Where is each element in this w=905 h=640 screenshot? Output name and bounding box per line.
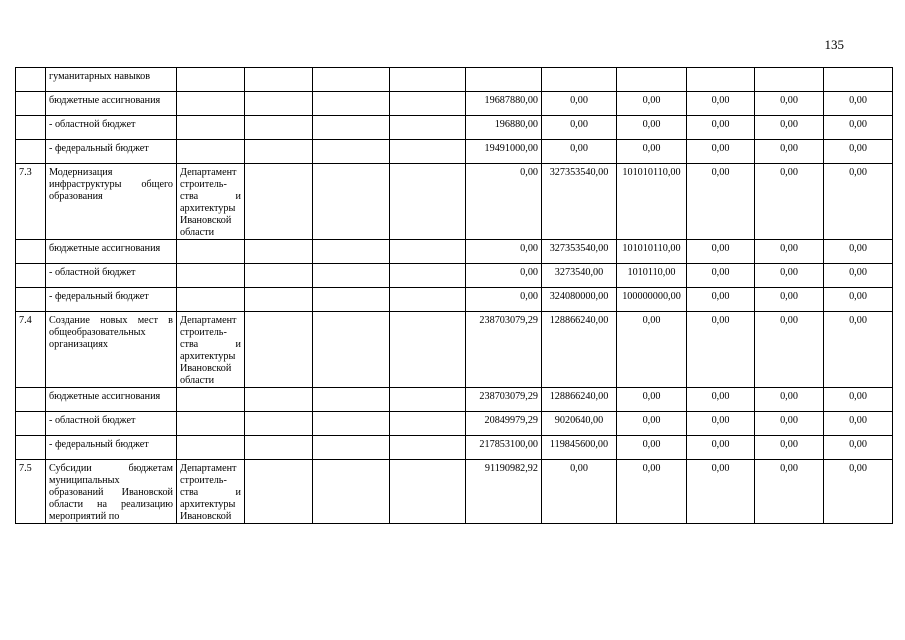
row-number-cell: 7.3: [16, 164, 46, 240]
amount-cell: 0,00: [542, 140, 617, 164]
executor-cell: [177, 68, 245, 92]
table-row: [16, 288, 893, 312]
empty-cell: [245, 140, 313, 164]
executor-cell: [177, 288, 245, 312]
empty-cell: [245, 460, 313, 524]
event-name-cell: - областной бюджет: [46, 116, 177, 140]
amount-cell: 0,00: [466, 240, 542, 264]
table-row: [16, 436, 893, 460]
amount-cell: [755, 68, 824, 92]
empty-cell: [313, 412, 390, 436]
amount-cell: 100000000,00: [617, 288, 687, 312]
empty-cell: [313, 388, 390, 412]
amount-cell: 0,00: [617, 460, 687, 524]
empty-cell: [313, 68, 390, 92]
event-name-cell: - федеральный бюджет: [46, 436, 177, 460]
amount-cell: 327353540,00: [542, 240, 617, 264]
amount-cell: 0,00: [824, 92, 893, 116]
empty-cell: [313, 116, 390, 140]
amount-cell: 3273540,00: [542, 264, 617, 288]
event-name-cell: бюджетные ассигнования: [46, 92, 177, 116]
amount-cell: 0,00: [824, 460, 893, 524]
empty-cell: [313, 436, 390, 460]
executor-cell: [177, 140, 245, 164]
amount-cell: 0,00: [824, 288, 893, 312]
amount-cell: 0,00: [824, 436, 893, 460]
amount-cell: 0,00: [824, 116, 893, 140]
row-number-cell: [16, 116, 46, 140]
event-name-cell: Субсидии бюджетам муниципальных образований Ивановской области на реализацию мероприятий по: [46, 460, 177, 524]
amount-cell: 0,00: [542, 116, 617, 140]
amount-cell: 0,00: [466, 288, 542, 312]
empty-cell: [313, 164, 390, 240]
empty-cell: [390, 140, 466, 164]
table-row: [16, 68, 893, 92]
table-row: [16, 140, 893, 164]
empty-cell: [390, 436, 466, 460]
empty-cell: [245, 116, 313, 140]
amount-cell: 0,00: [755, 436, 824, 460]
amount-cell: 217853100,00: [466, 436, 542, 460]
amount-cell: 0,00: [466, 264, 542, 288]
amount-cell: 324080000,00: [542, 288, 617, 312]
amount-cell: [824, 68, 893, 92]
amount-cell: 0,00: [617, 412, 687, 436]
amount-cell: 0,00: [824, 264, 893, 288]
row-number-cell: [16, 240, 46, 264]
amount-cell: 0,00: [617, 116, 687, 140]
empty-cell: [245, 412, 313, 436]
executor-cell: [177, 116, 245, 140]
empty-cell: [390, 92, 466, 116]
empty-cell: [390, 388, 466, 412]
empty-cell: [390, 240, 466, 264]
empty-cell: [245, 312, 313, 388]
page-number: 135: [824, 37, 844, 52]
amount-cell: 0,00: [687, 460, 755, 524]
amount-cell: 0,00: [824, 164, 893, 240]
amount-cell: 0,00: [687, 240, 755, 264]
table-row: [16, 92, 893, 116]
amount-cell: 0,00: [824, 312, 893, 388]
amount-cell: 0,00: [755, 92, 824, 116]
amount-cell: 9020640,00: [542, 412, 617, 436]
table-row: [16, 388, 893, 412]
row-number-cell: [16, 388, 46, 412]
amount-cell: 0,00: [687, 312, 755, 388]
amount-cell: 0,00: [755, 460, 824, 524]
empty-cell: [313, 92, 390, 116]
empty-cell: [390, 68, 466, 92]
amount-cell: 0,00: [687, 92, 755, 116]
amount-cell: 19687880,00: [466, 92, 542, 116]
empty-cell: [245, 264, 313, 288]
amount-cell: 101010110,00: [617, 240, 687, 264]
event-name-cell: - федеральный бюджет: [46, 140, 177, 164]
amount-cell: 196880,00: [466, 116, 542, 140]
empty-cell: [390, 164, 466, 240]
amount-cell: 0,00: [687, 412, 755, 436]
empty-cell: [390, 116, 466, 140]
amount-cell: 91190982,92: [466, 460, 542, 524]
executor-cell: Департамент строитель-ства и архитектуры Ивановской области: [177, 164, 245, 240]
amount-cell: 1010110,00: [617, 264, 687, 288]
amount-cell: 0,00: [755, 116, 824, 140]
row-number-cell: [16, 68, 46, 92]
amount-cell: 0,00: [617, 388, 687, 412]
table-row: [16, 264, 893, 288]
row-number-cell: [16, 436, 46, 460]
amount-cell: [687, 68, 755, 92]
amount-cell: 0,00: [755, 240, 824, 264]
executor-cell: [177, 436, 245, 460]
amount-cell: 19491000,00: [466, 140, 542, 164]
amount-cell: 0,00: [824, 240, 893, 264]
empty-cell: [390, 288, 466, 312]
empty-cell: [313, 140, 390, 164]
table-row: [16, 116, 893, 140]
event-name-cell: - федеральный бюджет: [46, 288, 177, 312]
row-number-cell: 7.4: [16, 312, 46, 388]
table-row: [16, 240, 893, 264]
amount-cell: 0,00: [755, 412, 824, 436]
executor-cell: [177, 240, 245, 264]
empty-cell: [313, 288, 390, 312]
amount-cell: 0,00: [687, 116, 755, 140]
table-row: [16, 412, 893, 436]
empty-cell: [390, 460, 466, 524]
table-body: [16, 68, 893, 524]
amount-cell: 0,00: [687, 140, 755, 164]
amount-cell: 0,00: [824, 140, 893, 164]
amount-cell: 0,00: [617, 140, 687, 164]
amount-cell: 0,00: [824, 388, 893, 412]
amount-cell: 0,00: [755, 388, 824, 412]
empty-cell: [390, 412, 466, 436]
amount-cell: 0,00: [687, 288, 755, 312]
amount-cell: 0,00: [824, 412, 893, 436]
amount-cell: 0,00: [466, 164, 542, 240]
amount-cell: 0,00: [687, 164, 755, 240]
empty-cell: [245, 288, 313, 312]
amount-cell: 0,00: [617, 312, 687, 388]
amount-cell: 128866240,00: [542, 388, 617, 412]
event-name-cell: - областной бюджет: [46, 264, 177, 288]
amount-cell: 238703079,29: [466, 388, 542, 412]
executor-cell: [177, 388, 245, 412]
amount-cell: 0,00: [755, 164, 824, 240]
empty-cell: [245, 68, 313, 92]
amount-cell: 0,00: [617, 92, 687, 116]
amount-cell: 0,00: [542, 92, 617, 116]
empty-cell: [313, 460, 390, 524]
executor-cell: [177, 412, 245, 436]
amount-cell: 101010110,00: [617, 164, 687, 240]
row-number-cell: [16, 92, 46, 116]
event-name-cell: - областной бюджет: [46, 412, 177, 436]
amount-cell: 119845600,00: [542, 436, 617, 460]
event-name-cell: Модернизация инфраструктуры общего образования: [46, 164, 177, 240]
amount-cell: 0,00: [687, 388, 755, 412]
executor-cell: [177, 92, 245, 116]
row-number-cell: [16, 288, 46, 312]
empty-cell: [313, 240, 390, 264]
empty-cell: [390, 312, 466, 388]
amount-cell: 327353540,00: [542, 164, 617, 240]
amount-cell: 0,00: [687, 264, 755, 288]
table-row: [16, 312, 893, 388]
event-name-cell: бюджетные ассигнования: [46, 240, 177, 264]
amount-cell: 0,00: [755, 264, 824, 288]
row-number-cell: [16, 140, 46, 164]
amount-cell: [466, 68, 542, 92]
amount-cell: 0,00: [755, 288, 824, 312]
amount-cell: 0,00: [542, 460, 617, 524]
empty-cell: [313, 312, 390, 388]
row-number-cell: 7.5: [16, 460, 46, 524]
event-name-cell: гуманитарных навыков: [46, 68, 177, 92]
amount-cell: 238703079,29: [466, 312, 542, 388]
amount-cell: 0,00: [617, 436, 687, 460]
amount-cell: [542, 68, 617, 92]
empty-cell: [245, 436, 313, 460]
empty-cell: [245, 240, 313, 264]
executor-cell: Департамент строитель-ства и архитектуры Ивановской: [177, 460, 245, 524]
row-number-cell: [16, 412, 46, 436]
amount-cell: 128866240,00: [542, 312, 617, 388]
amount-cell: 0,00: [755, 140, 824, 164]
empty-cell: [245, 388, 313, 412]
empty-cell: [390, 264, 466, 288]
amount-cell: 20849979,29: [466, 412, 542, 436]
executor-cell: Департамент строитель-ства и архитектуры Ивановской области: [177, 312, 245, 388]
row-number-cell: [16, 264, 46, 288]
amount-cell: [617, 68, 687, 92]
executor-cell: [177, 264, 245, 288]
empty-cell: [313, 264, 390, 288]
event-name-cell: бюджетные ассигнования: [46, 388, 177, 412]
empty-cell: [245, 92, 313, 116]
amount-cell: 0,00: [687, 436, 755, 460]
table-row: [16, 164, 893, 240]
empty-cell: [245, 164, 313, 240]
event-name-cell: Создание новых мест в общеобразовательных организациях: [46, 312, 177, 388]
budget-table: [15, 67, 893, 524]
table-row: [16, 460, 893, 524]
amount-cell: 0,00: [755, 312, 824, 388]
